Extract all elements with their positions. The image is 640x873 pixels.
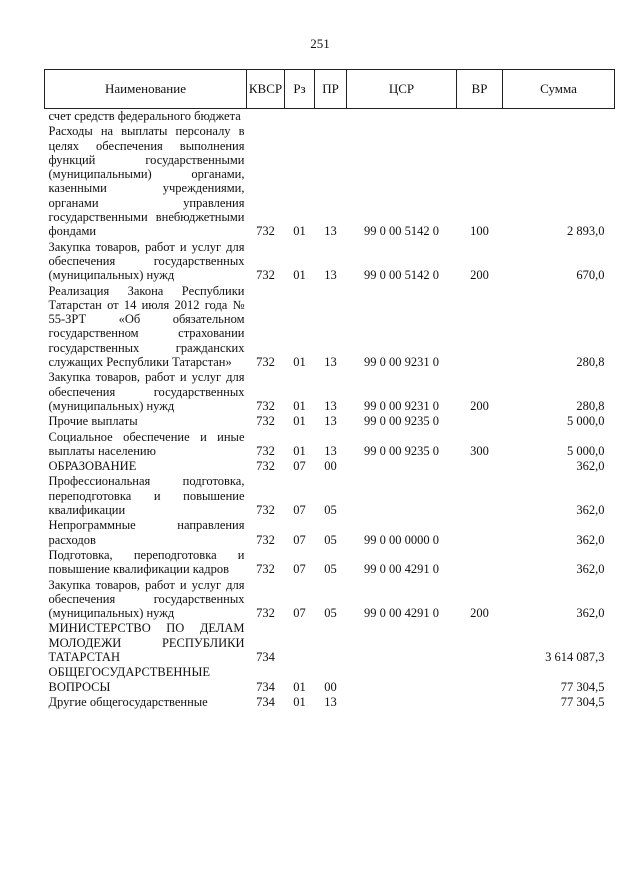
row-csr: 99 0 00 9235 0: [364, 443, 439, 458]
row-sum: 5 000,0: [567, 414, 605, 429]
row-vr: 200: [470, 268, 489, 283]
table-row: [45, 548, 615, 578]
row-vr: 300: [470, 443, 489, 458]
row-vr: [457, 665, 503, 695]
row-sum: 362,0: [576, 562, 605, 577]
row-rz: 01: [293, 443, 306, 458]
row-name: Непрограммные направления расходов: [48, 518, 245, 547]
row-name: Закупка товаров, работ и услуг для обеспечения государственных (муниципальных) нужд: [48, 577, 245, 621]
table-row: [45, 665, 615, 695]
table-row: [45, 459, 615, 474]
row-name: Закупка товаров, работ и услуг для обеспечения государственных (муниципальных) нужд: [48, 370, 245, 413]
row-kvsr: 732: [256, 459, 275, 474]
header-rz: Рз: [285, 70, 315, 109]
row-sum: 77 304,5: [560, 694, 605, 709]
row-kvsr: 732: [256, 355, 275, 370]
table-row: [45, 370, 615, 414]
row-vr: 100: [470, 224, 489, 239]
row-rz: 07: [293, 503, 306, 518]
row-vr: [457, 284, 503, 371]
row-kvsr: [247, 109, 285, 125]
row-csr: [347, 109, 457, 125]
row-vr: [457, 548, 503, 578]
row-rz: 01: [293, 679, 306, 694]
row-vr: [457, 414, 503, 429]
row-kvsr: 732: [256, 562, 275, 577]
row-csr: 99 0 00 4291 0: [364, 562, 439, 577]
row-rz: 07: [293, 606, 306, 621]
row-sum: 362,0: [576, 606, 605, 621]
row-csr: 99 0 00 9231 0: [364, 398, 439, 413]
row-sum: 77 304,5: [560, 679, 605, 694]
row-kvsr: 734: [256, 649, 275, 664]
row-name: Закупка товаров, работ и услуг для обеспечения государственных (муниципальных) нужд: [48, 239, 245, 283]
row-vr: 200: [470, 606, 489, 621]
row-rz: 01: [293, 694, 306, 709]
row-name: Расходы на выплаты персоналу в целях обеспечения выполнения функций государственными (муниципальными) органами, казенными учреждениями, органами управления государственными внебюджетными фондами: [48, 124, 245, 239]
row-csr: [347, 459, 457, 474]
row-csr: 99 0 00 5142 0: [364, 268, 439, 283]
row-kvsr: 732: [256, 268, 275, 283]
row-name: Реализация Закона Республики Татарстан от 14 июля 2012 года № 55-ЗРТ «Об обязательном государственном страховании государственных гражданских служащих Республики Татарстан»: [48, 283, 245, 370]
row-pr: 13: [324, 355, 337, 370]
row-pr: 13: [324, 268, 337, 283]
table-header-row: [45, 70, 615, 109]
table-row: [45, 109, 615, 125]
row-csr: [347, 474, 457, 518]
row-pr: [315, 109, 347, 125]
row-kvsr: 732: [256, 532, 275, 547]
row-kvsr: 732: [256, 606, 275, 621]
row-kvsr: 734: [256, 694, 275, 709]
header-name: Наименование: [45, 70, 247, 109]
row-kvsr: 734: [256, 679, 275, 694]
row-rz: 01: [293, 414, 306, 429]
row-kvsr: 732: [256, 398, 275, 413]
table-row: [45, 124, 615, 239]
header-pr: ПР: [315, 70, 347, 109]
table-row: [45, 695, 615, 710]
row-name: Подготовка, переподготовка и повышение квалификации кадров: [48, 547, 245, 577]
table-row: [45, 284, 615, 371]
row-vr: 200: [470, 398, 489, 413]
row-sum: [503, 109, 615, 125]
table-row: [45, 518, 615, 548]
row-name: МИНИСТЕРСТВО ПО ДЕЛАМ МОЛОДЕЖИ РЕСПУБЛИКИ ТАТАРСТАН: [48, 621, 245, 664]
header-sum: Сумма: [503, 70, 615, 109]
row-name: Социальное обеспечение и иные выплаты населению: [48, 429, 245, 458]
row-rz: [285, 621, 315, 665]
row-vr: [457, 459, 503, 474]
row-rz: 07: [293, 532, 306, 547]
row-kvsr: 732: [256, 224, 275, 239]
row-csr: 99 0 00 9235 0: [364, 414, 439, 429]
row-pr: 13: [324, 398, 337, 413]
row-pr: 13: [324, 414, 337, 429]
page-number: 251: [310, 36, 330, 51]
row-csr: [347, 621, 457, 665]
row-sum: 2 893,0: [567, 224, 605, 239]
row-sum: 280,8: [576, 355, 605, 370]
row-rz: 01: [293, 398, 306, 413]
row-sum: 280,8: [576, 398, 605, 413]
row-csr: 99 0 00 4291 0: [364, 606, 439, 621]
row-csr: [347, 695, 457, 710]
header-csr: ЦСР: [347, 70, 457, 109]
row-rz: 07: [293, 459, 306, 474]
row-sum: 362,0: [576, 503, 605, 518]
table-row: [45, 578, 615, 622]
row-csr: 99 0 00 5142 0: [364, 224, 439, 239]
header-kvsr: КВСР: [247, 70, 285, 109]
row-pr: 00: [324, 459, 337, 474]
row-kvsr: 732: [256, 414, 275, 429]
row-csr: 99 0 00 9231 0: [364, 355, 439, 370]
row-name: Профессиональная подготовка, переподготовка и повышение квалификации: [48, 474, 245, 518]
row-pr: 05: [324, 562, 337, 577]
row-vr: [457, 474, 503, 518]
row-sum: 3 614 087,3: [545, 649, 605, 664]
table-row: [45, 621, 615, 665]
row-rz: 01: [293, 268, 306, 283]
row-pr: 13: [324, 694, 337, 709]
row-pr: 05: [324, 606, 337, 621]
row-pr: [315, 621, 347, 665]
row-sum: 362,0: [576, 532, 605, 547]
table-row: [45, 414, 615, 429]
row-vr: [457, 621, 503, 665]
row-vr: [457, 109, 503, 125]
row-vr: [457, 518, 503, 548]
row-name: Другие общегосударственные: [48, 694, 208, 709]
table-row: [45, 474, 615, 518]
row-kvsr: 732: [256, 503, 275, 518]
row-sum: 5 000,0: [567, 443, 605, 458]
row-csr: [347, 665, 457, 695]
header-vr: ВР: [457, 70, 503, 109]
row-csr: 99 0 00 0000 0: [364, 532, 439, 547]
table-row: [45, 430, 615, 460]
row-pr: 05: [324, 503, 337, 518]
row-rz: 01: [293, 355, 306, 370]
row-pr: 05: [324, 532, 337, 547]
budget-table: [44, 69, 615, 710]
row-name: ОБРАЗОВАНИЕ: [48, 459, 137, 474]
row-kvsr: 732: [256, 443, 275, 458]
row-pr: 13: [324, 224, 337, 239]
row-rz: 01: [293, 224, 306, 239]
row-rz: [285, 109, 315, 125]
row-sum: 362,0: [576, 459, 605, 474]
row-name: ОБЩЕГОСУДАРСТВЕННЫЕ ВОПРОСЫ: [48, 665, 210, 694]
row-name: Прочие выплаты: [48, 414, 138, 429]
row-pr: 00: [324, 679, 337, 694]
row-name: счет средств федерального бюджета: [48, 109, 241, 123]
table-row: [45, 240, 615, 284]
row-sum: 670,0: [576, 268, 605, 283]
row-pr: 13: [324, 443, 337, 458]
row-vr: [457, 695, 503, 710]
row-rz: 07: [293, 562, 306, 577]
table-body: [45, 109, 615, 711]
